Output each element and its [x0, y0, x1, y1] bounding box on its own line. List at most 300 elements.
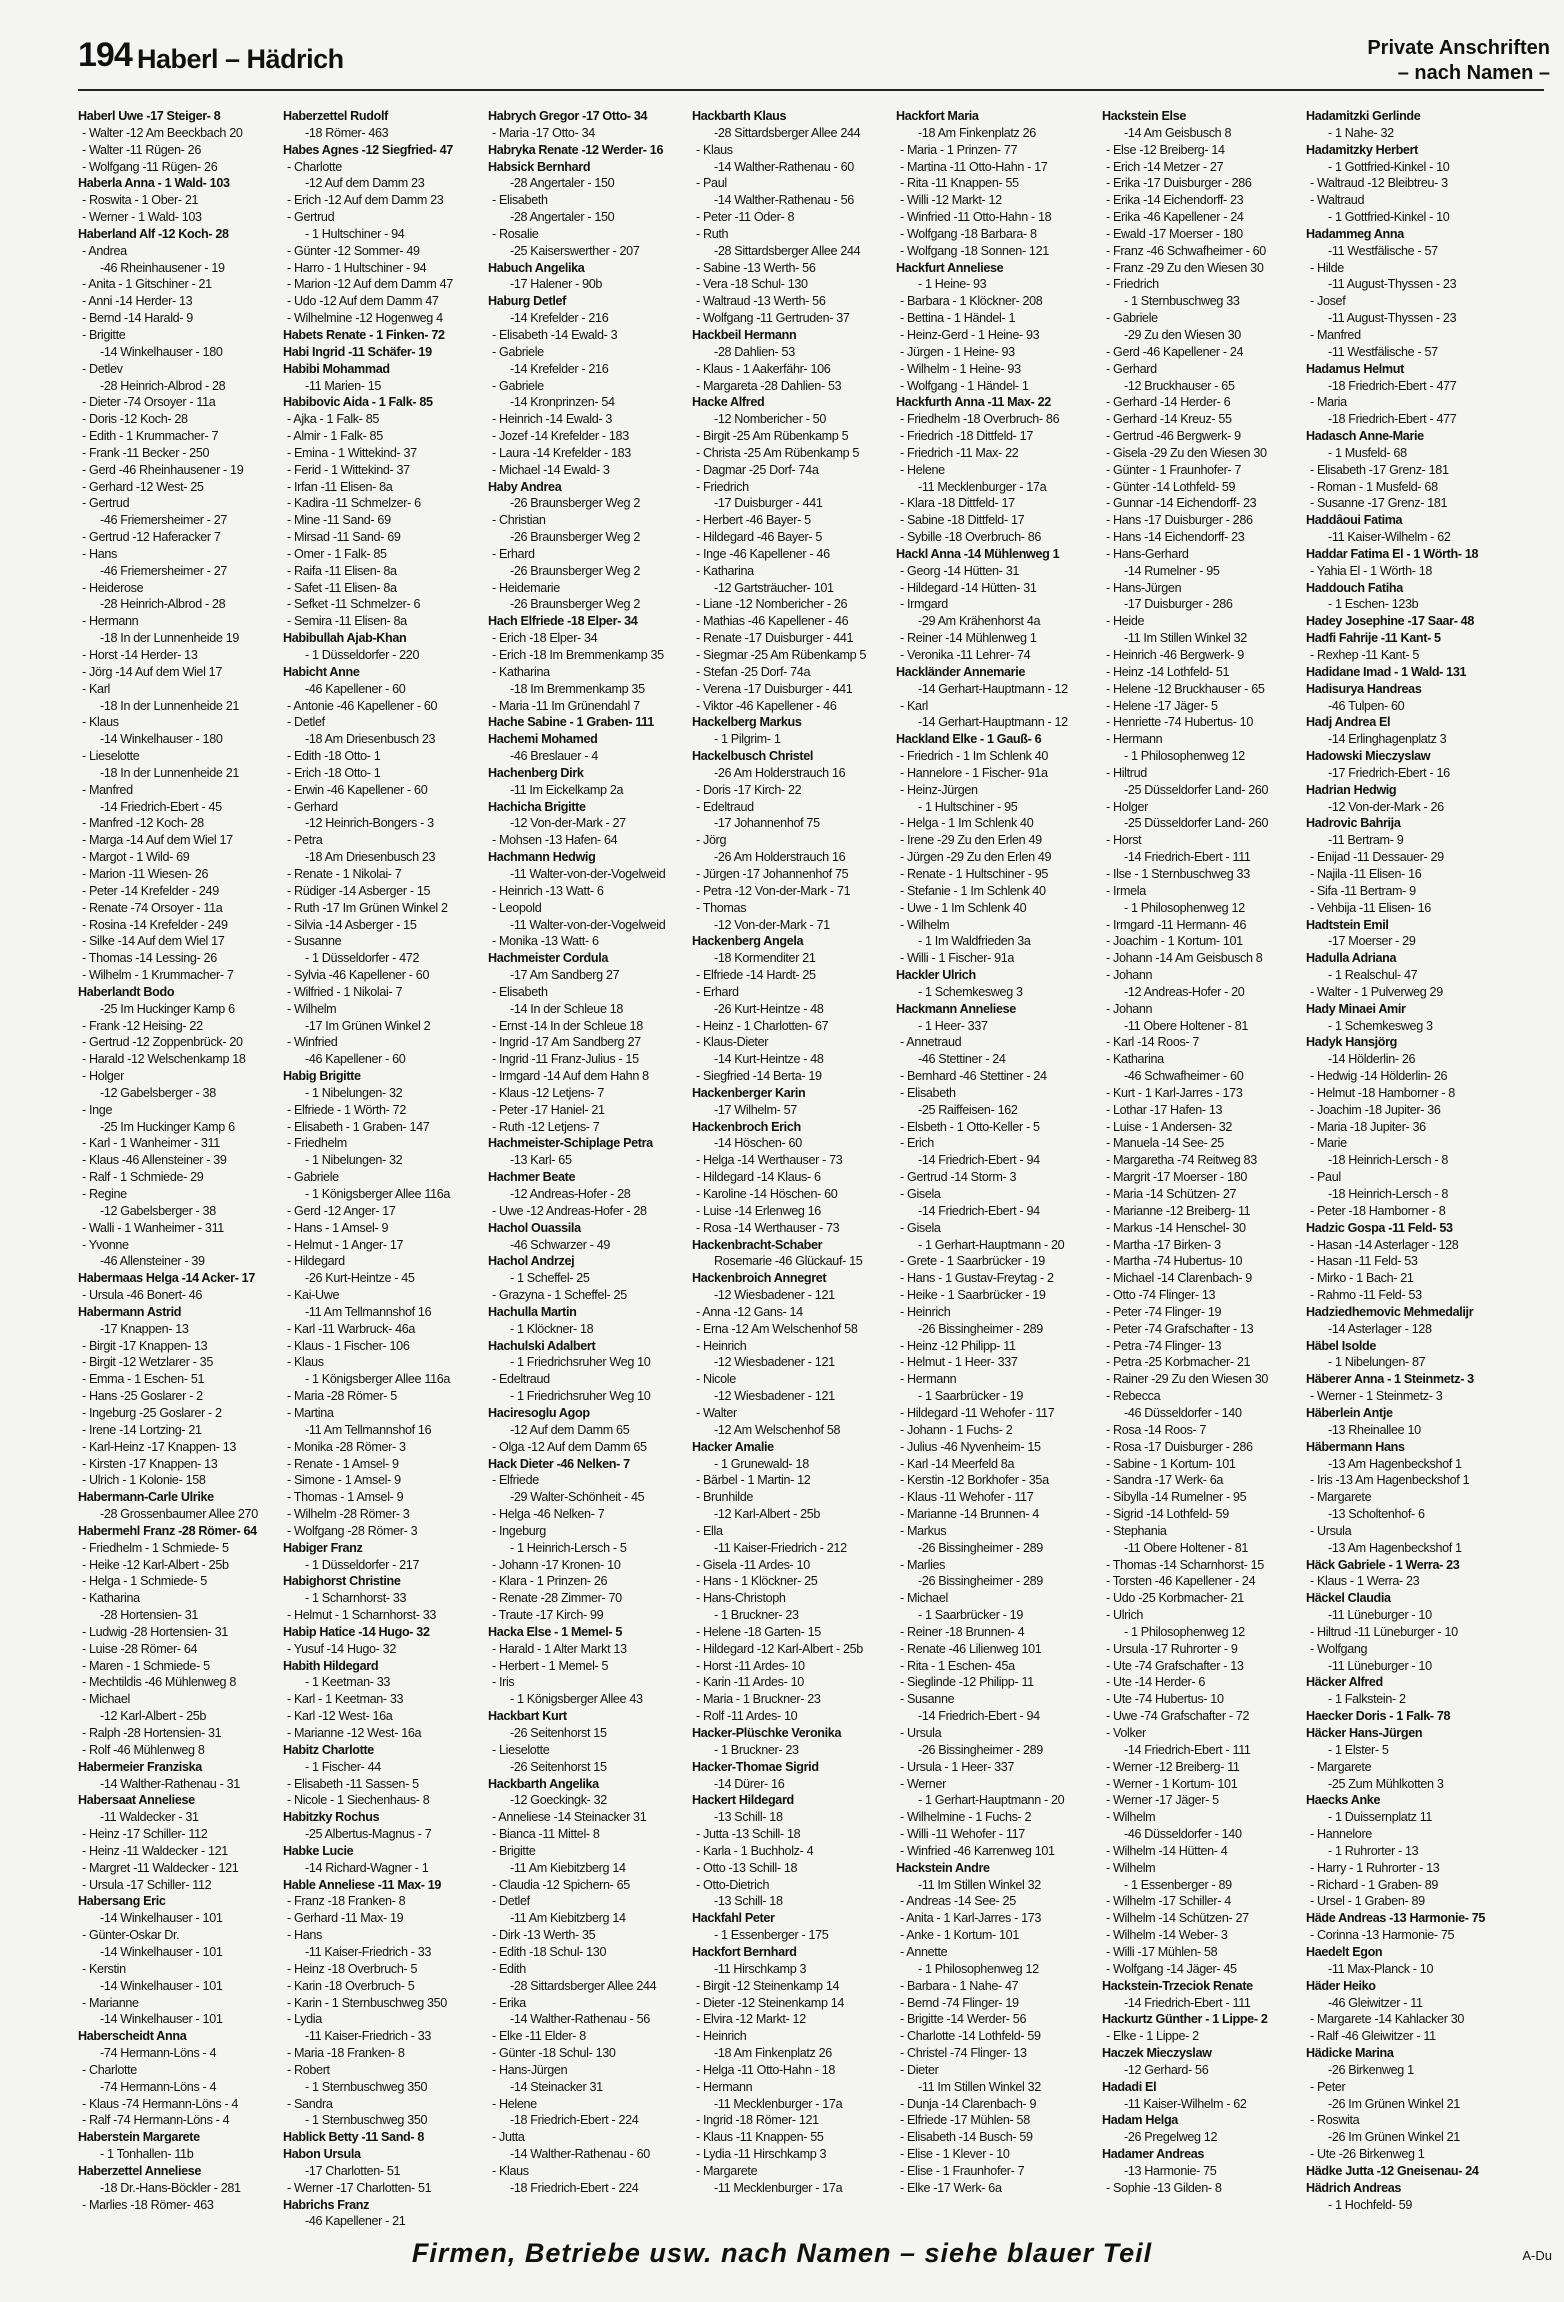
listing-entry-line: - Heinz -11 Waldecker - 121	[82, 1843, 228, 1858]
listing-entry-line: -28 Hortensien- 31	[100, 1608, 199, 1623]
listing-entry-line: - Hedwig -14 Hölderlin- 26	[1310, 1069, 1448, 1084]
listing-entry-line: - Corinna -13 Harmonie- 75	[1310, 1928, 1455, 1943]
listing-entry-line: -14 Asterlager - 128	[1328, 1321, 1432, 1336]
listing-entry-line: -26 Seitenhorst 15	[510, 1726, 607, 1740]
listing-entry-line: - Erich -18 Elper- 34	[492, 631, 598, 646]
listing-entry-line: - Joachim - 1 Kortum- 101	[1106, 934, 1243, 949]
listing-entry-line: -13 Rheinallee 10	[1328, 1422, 1421, 1437]
listing-entry-line: - Christian	[492, 513, 546, 528]
listing-entry-line: -11 Obere Holtener - 81	[1124, 1018, 1249, 1033]
listing-entry-line: - Viktor -46 Kapellener - 46	[696, 698, 837, 713]
listing-entry-line: - Wilhelm	[287, 1001, 337, 1016]
listing-entry-line: - Rosa -14 Roos- 7	[1106, 1422, 1207, 1437]
listing-entry-line: - Christel -74 Flinger- 13	[900, 2046, 1027, 2061]
listing-entry-line: - Friedrich	[696, 479, 749, 494]
listing-entry-line: - 1 Düsseldorfer - 472	[305, 951, 420, 966]
listing-entry-line: - 1 Philosophenweg 12	[1124, 1624, 1245, 1639]
listing-entry-line: - Leopold	[492, 900, 542, 915]
listing-entry-line: - Marlies -18 Römer- 463	[82, 2197, 214, 2212]
listing-entry-line: - Brigitte	[492, 1843, 536, 1858]
listing-entry-line: - Erna -12 Am Welschenhof 58	[696, 1321, 858, 1336]
listing-entry-line: -17 Charlotten- 51	[305, 2163, 401, 2178]
listing-entry-line: - Kai-Uwe	[287, 1288, 340, 1303]
listing-entry-line: - Omer - 1 Falk- 85	[287, 546, 387, 561]
listing-entry-surname: Hable Anneliese -11 Max- 19	[283, 1877, 442, 1892]
listing-entry-line: -18 Am Finkenplatz 26	[918, 125, 1036, 140]
listing-entry-line: -11 Walter-von-der-Vogelweid	[510, 866, 666, 881]
page-footer	[0, 2236, 1564, 2276]
listing-entry-line: - Karl - 1 Wanheimer - 311	[82, 1136, 220, 1151]
listing-entry-line: - 1 Königsberger Allee 116a	[305, 1187, 451, 1201]
listing-entry-line: - Elisabeth - 1 Graben- 147	[287, 1119, 430, 1134]
listing-entry-line: -46 Kapellener - 21	[305, 2214, 406, 2228]
listing-entry-line: - Elise - 1 Klever - 10	[900, 2147, 1010, 2162]
listing-entry-line: - Anita - 1 Gitschiner - 21	[82, 277, 212, 292]
listing-entry-line: - Rosalie	[492, 226, 539, 241]
listing-entry-line: -18 Am Driesenbusch 23	[305, 850, 436, 865]
listing-entry-line: - Annette	[900, 1944, 948, 1959]
listing-entry-line: -12 Karl-Albert - 25b	[100, 1709, 207, 1724]
listing-entry-line: - Karoline -14 Höschen- 60	[696, 1187, 838, 1201]
listing-entry-surname: Habermann-Carle Ulrike	[78, 1490, 214, 1505]
listing-entry-line: - Joachim -18 Jupiter- 36	[1310, 1102, 1441, 1117]
listing-entry-line: - Gunnar -14 Eichendorff- 23	[1106, 496, 1257, 511]
listing-entry-line: - Uwe -12 Andreas-Hofer - 28	[492, 1203, 647, 1218]
listing-entry-line: - Harry - 1 Ruhrorter - 13	[1310, 1860, 1440, 1875]
listing-entry-line: -11 August-Thyssen - 23	[1328, 311, 1457, 326]
listing-entry-line: - Reiner -18 Brunnen- 4	[900, 1624, 1025, 1639]
listing-entry-line: -26 Braunsberger Weg 2	[510, 496, 640, 511]
listing-entry-surname: Hadidane Imad - 1 Wald- 131	[1306, 664, 1467, 679]
listing-entry-line: - Elsbeth - 1 Otto-Keller - 5	[900, 1119, 1040, 1134]
listing-entry-line: -14 Richard-Wagner - 1	[305, 1860, 429, 1875]
listing-entry-surname: Häberlein Antje	[1306, 1405, 1393, 1420]
listing-entry-line: -14 Am Geisbusch 8	[1124, 125, 1232, 140]
listing-entry-line: - Hermann	[696, 2079, 753, 2094]
listing-entry-line: - Ursula -17 Ruhrorter - 9	[1106, 1641, 1238, 1656]
listing-entry-line: - Mirsad -11 Sand- 69	[287, 530, 401, 545]
listing-entry-line: -14 In der Schleue 18	[510, 1001, 624, 1016]
listing-entry-line: - 1 Musfeld- 68	[1328, 445, 1407, 460]
listing-entry-line: - Doris -17 Kirch- 22	[696, 782, 802, 797]
listing-entry-surname: Habes Agnes -12 Siegfried- 47	[283, 142, 453, 157]
listing-entry-line: - Heidemarie	[492, 580, 560, 595]
listing-entry-line: - 1 Heer- 337	[918, 1018, 988, 1033]
listing-entry-line: -26 Kurt-Heintze - 48	[714, 1001, 824, 1016]
listing-entry-line: -28 Dahlien- 53	[714, 344, 795, 359]
listing-entry-line: - Uwe - 1 Im Schlenk 40	[900, 900, 1027, 915]
listing-entry-line: - Hans-Gerhard	[1106, 546, 1189, 561]
listing-entry-line: - Erich	[900, 1136, 934, 1151]
listing-entry-line: - Kadira -11 Schmelzer- 6	[287, 496, 421, 511]
listing-entry-line: - Hildegard -11 Wehofer - 117	[900, 1405, 1055, 1420]
listing-entry-surname: Habke Lucie	[283, 1843, 354, 1858]
listing-entry-line: - 1 Pilgrim- 1	[714, 732, 781, 747]
listing-entry-line: - Traute -17 Kirch- 99	[492, 1608, 604, 1623]
listing-entry-line: -17 Im Grünen Winkel 2	[305, 1018, 431, 1033]
listing-entry-line: - Hildegard -46 Bayer- 5	[696, 530, 822, 545]
listing-entry-line: - Mohsen -13 Hafen- 64	[492, 833, 618, 848]
listing-entry-line: - Hildegard -14 Hütten- 31	[900, 580, 1037, 595]
listing-entry-line: - Stefan -25 Dorf- 74a	[696, 664, 811, 679]
listing-entry-line: - Sabine -18 Dittfeld- 17	[900, 513, 1025, 528]
listing-entry-line: - Karl	[82, 681, 110, 696]
listing-entry-line: - Otto -13 Schill- 18	[696, 1860, 798, 1875]
listing-entry-surname: Haczek Mieczyslaw	[1102, 2046, 1212, 2061]
listing-entry-line: -12 Wiesbadener - 121	[714, 1389, 835, 1404]
listing-entry-line: - Klaus -12 Letjens- 7	[492, 1085, 605, 1100]
listing-entry-surname: Hadadi El	[1102, 2079, 1157, 2094]
listing-entry-line: - 1 Scharnhorst- 33	[305, 1591, 407, 1606]
listing-entry-line: - Ursula -17 Schiller- 112	[82, 1877, 212, 1892]
listing-entry-line: - Elke -11 Elder- 8	[492, 2029, 586, 2044]
listing-entry-line: - Ursula	[1310, 1523, 1352, 1538]
listing-entry-line: - Susanne	[287, 934, 342, 949]
listing-entry-line: -12 Auf dem Damm 23	[305, 176, 425, 191]
listing-entry-line: - Werner - 1 Kortum- 101	[1106, 1776, 1238, 1791]
listing-entry-line: - Helga -11 Otto-Hahn - 18	[696, 2062, 836, 2077]
listing-entry-line: -12 Von-der-Mark - 71	[714, 917, 830, 932]
listing-entry-line: -11 Marien- 15	[305, 378, 382, 393]
listing-entry-line: - Else -12 Breiberg- 14	[1106, 142, 1225, 157]
listing-entry-line: - Veronika -11 Lehrer- 74	[900, 648, 1031, 662]
listing-entry-line: -29 Zu den Wiesen 30	[1124, 327, 1241, 342]
listing-entry-line: - Helene -18 Garten- 15	[696, 1624, 821, 1639]
listing-entry-surname: Haddouch Fatiha	[1306, 580, 1403, 595]
listing-entry-surname: Hackenbroch Erich	[692, 1119, 801, 1134]
listing-entry-line: -14 Erlinghagenplatz 3	[1328, 732, 1447, 747]
listing-entry-line: - Margaretha -74 Reitweg 83	[1106, 1153, 1257, 1168]
listing-entry-line: -29 Walter-Schönheit - 45	[510, 1490, 645, 1505]
listing-entry-line: - Anna -12 Gans- 14	[696, 1304, 803, 1319]
listing-entry-surname: Hachmeister Cordula	[488, 951, 609, 966]
listing-entry-line: -28 Grossenbaumer Allee 270	[100, 1507, 258, 1522]
listing-entry-line: - Mechtildis -46 Mühlenweg 8	[82, 1675, 236, 1690]
listing-entry-line: -11 Westfälische - 57	[1328, 344, 1438, 359]
listing-entry-line: -17 Duisburger - 286	[1124, 597, 1233, 612]
listing-entry-line: - Walter	[696, 1405, 737, 1420]
listing-entry-line: - Wilhelm -14 Weber- 3	[1106, 1928, 1228, 1943]
listing-entry-line: - Heinz -12 Philipp- 11	[900, 1338, 1016, 1353]
listing-entry-line: - Markus	[900, 1523, 947, 1538]
listing-entry-line: - Wolfgang -11 Gertruden- 37	[696, 311, 850, 326]
listing-entry-line: - Peter -11 Oder- 8	[696, 210, 795, 225]
listing-entry-line: - Henriette -74 Hubertus- 10	[1106, 715, 1253, 730]
section-heading-line-2: – nach Namen –	[1397, 62, 1550, 84]
listing-entry-line: - Gabriele	[492, 378, 544, 393]
listing-entry-surname: Hackfahl Peter	[692, 1911, 775, 1926]
listing-entry-line: - Ute -74 Grafschafter - 13	[1106, 1658, 1244, 1673]
listing-entry-surname: Hackstein Andre	[896, 1860, 990, 1875]
listing-entry-line: - Ernst -14 In der Schleue 18	[492, 1018, 643, 1033]
listing-entry-surname: Häbel Isolde	[1306, 1338, 1376, 1353]
listing-entry-line: -12 Am Welschenhof 58	[714, 1422, 841, 1437]
listing-entry-line: - Friedhelm	[287, 1136, 347, 1151]
listing-entry-line: - 1 Saarbrücker - 19	[918, 1608, 1023, 1623]
listing-entry-line: - Lothar -17 Hafen- 13	[1106, 1102, 1223, 1117]
listing-column	[896, 108, 1100, 2228]
listing-entry-line: - 1 Sternbuschweg 350	[305, 2113, 428, 2128]
listing-entry-line: - Sieglinde -12 Philipp- 11	[900, 1675, 1034, 1690]
listing-entry-line: - Irmgard -11 Hermann- 46	[1106, 917, 1247, 932]
listing-entry-surname: Hackmann Anneliese	[896, 1001, 1016, 1016]
listing-entry-line: - Hermann	[1106, 732, 1163, 747]
listing-entry-line: -26 Bissingheimer - 289	[918, 1742, 1043, 1757]
listing-entry-line: -18 Friedrich-Ebert - 224	[510, 2113, 639, 2128]
listing-entry-surname: Hackbart Kurt	[488, 1709, 567, 1724]
listing-entry-line: - 1 Gottfried-Kinkel - 10	[1328, 210, 1450, 225]
listing-entry-line: - Torsten -46 Kapellener - 24	[1106, 1574, 1256, 1589]
listing-entry-line: -13 Schill- 18	[714, 1894, 783, 1909]
listing-entry-line: - Wolfgang -18 Sonnen- 121	[900, 243, 1049, 258]
listing-entry-line: - Ingrid -17 Am Sandberg 27	[492, 1035, 641, 1050]
listing-entry-line: -17 Duisburger - 441	[714, 496, 823, 511]
listing-entry-line: - Peter	[1310, 2079, 1346, 2094]
listing-entry-line: - Manuela -14 See- 25	[1106, 1136, 1224, 1151]
listing-entry-line: - Friedhelm - 1 Schmiede- 5	[82, 1540, 229, 1555]
listing-entry-line: -18 Dr.-Hans-Böckler - 281	[100, 2180, 241, 2195]
listing-entry-line: -25 Düsseldorfer Land- 260	[1124, 816, 1269, 831]
listing-entry-line: -14 Gerhart-Hauptmann - 12	[918, 715, 1068, 730]
listing-entry-line: -46 Kapellener - 60	[305, 681, 406, 696]
listing-entry-line: - Katharina	[492, 664, 550, 679]
listing-entry-line: - Günter-Oskar Dr.	[82, 1928, 180, 1943]
listing-entry-line: - Hermann	[900, 1372, 957, 1387]
listing-entry-line: - Ajka - 1 Falk- 85	[287, 412, 380, 427]
listing-entry-line: -14 Walther-Rathenau - 56	[714, 193, 854, 208]
listing-entry-line: - Bärbel - 1 Martin- 12	[696, 1473, 811, 1488]
listing-entry-line: - Olga -12 Auf dem Damm 65	[492, 1439, 647, 1454]
listing-entry-line: -11 Im Stillen Winkel 32	[1124, 631, 1247, 646]
directory-listing	[78, 108, 1564, 2228]
listing-entry-line: -28 Angertaler - 150	[510, 210, 615, 225]
listing-entry-line: - Lydia -11 Hirschkamp 3	[696, 2147, 827, 2162]
listing-entry-line: -26 Am Holderstrauch 16	[714, 850, 846, 865]
listing-entry-surname: Habermann Astrid	[78, 1304, 182, 1319]
listing-entry-line: - Gisela	[900, 1220, 941, 1235]
listing-entry-line: - 1 Im Waldfrieden 3a	[918, 934, 1031, 949]
listing-entry-line: - 1 Philosophenweg 12	[918, 1961, 1039, 1976]
listing-entry-surname: Habibi Mohammad	[283, 361, 390, 376]
listing-entry-surname: Häcker Hans-Jürgen	[1306, 1726, 1423, 1740]
listing-entry-line: - Maria -14 Schützen- 27	[1106, 1187, 1237, 1201]
listing-entry-line: - Karl -14 Roos- 7	[1106, 1035, 1200, 1050]
listing-entry-line: - Ulrich - 1 Kolonie- 158	[82, 1473, 206, 1488]
listing-entry-line: -17 Knappen- 13	[100, 1321, 189, 1336]
listing-entry-line: - Wilfried - 1 Nikolai- 7	[287, 984, 403, 999]
listing-entry-line: - Ingeburg	[492, 1523, 546, 1538]
listing-entry-surname: Hackenberg Angela	[692, 934, 804, 949]
listing-entry-line: - Johann -17 Kronen- 10	[492, 1557, 621, 1572]
listing-entry-line: - Erich -18 Im Bremmenkamp 35	[492, 648, 664, 662]
listing-entry-surname: Hadfi Fahrije -11 Kant- 5	[1306, 631, 1441, 646]
listing-entry-line: - Elisabeth -17 Grenz- 181	[1310, 462, 1449, 477]
listing-entry-surname: Hackelbusch Christel	[692, 749, 814, 764]
listing-entry-line: - Hans-Jürgen	[1106, 580, 1182, 595]
listing-entry-surname: Hackler Ulrich	[896, 968, 976, 983]
listing-entry-line: - Helmut -18 Hamborner - 8	[1310, 1085, 1455, 1100]
listing-entry-line: -13 Am Hagenbeckshof 1	[1328, 1456, 1462, 1471]
listing-entry-surname: Häcker Alfred	[1306, 1675, 1383, 1690]
listing-entry-line: - Heide	[1106, 614, 1145, 629]
listing-entry-line: - Ferid - 1 Wittekind- 37	[287, 462, 410, 477]
listing-entry-line: -46 Allensteiner - 39	[100, 1254, 205, 1269]
listing-entry-line: - Wilhelmine -12 Hogenweg 4	[287, 311, 443, 326]
listing-entry-line: -11 Am Kiebitzberg 14	[510, 1860, 626, 1875]
listing-entry-line: - Wolfgang -18 Barbara- 8	[900, 226, 1037, 241]
listing-entry-line: - Paul	[1310, 1170, 1341, 1185]
listing-entry-line: - Ingrid -18 Römer- 121	[696, 2113, 819, 2128]
listing-entry-surname: Habrichs Franz	[283, 2197, 370, 2212]
listing-entry-line: - Sylvia -46 Kapellener - 60	[287, 968, 430, 983]
listing-entry-line: - Klara - 1 Prinzen- 26	[492, 1574, 608, 1589]
listing-entry-line: - Helga -14 Werthauser - 73	[696, 1153, 843, 1168]
listing-entry-line: - Wilhelm	[900, 917, 950, 932]
listing-entry-line: - Martina -11 Otto-Hahn - 17	[900, 159, 1048, 174]
listing-entry-line: -11 Waldecker - 31	[100, 1810, 199, 1825]
listing-entry-line: - Wilhelm - 1 Heine- 93	[900, 361, 1021, 376]
listing-entry-line: - Karl	[900, 698, 928, 713]
listing-entry-line: -14 Winkelhauser - 101	[100, 1944, 223, 1959]
listing-entry-line: - Yusuf -14 Hugo- 32	[287, 1641, 396, 1656]
listing-entry-line: - Lydia	[287, 2012, 322, 2027]
listing-entry-line: - Ute -74 Hubertus- 10	[1106, 1692, 1224, 1707]
listing-entry-line: - Holger	[82, 1069, 124, 1084]
listing-entry-line: - Ruth -17 Im Grünen Winkel 2	[287, 900, 448, 915]
listing-entry-line: - Jürgen -29 Zu den Erlen 49	[900, 850, 1052, 865]
listing-entry-line: - Margareta -28 Dahlien- 53	[696, 378, 842, 393]
listing-entry-line: - Irfan -11 Elisen- 8a	[287, 479, 393, 494]
listing-entry-line: - Irmgard	[900, 597, 948, 612]
listing-entry-line: - Birgit -12 Wetzlarer - 35	[82, 1355, 213, 1370]
listing-entry-line: - Petra -25 Korbmacher- 21	[1106, 1355, 1251, 1370]
listing-entry-surname: Haberland Alf -12 Koch- 28	[78, 226, 229, 241]
listing-entry-line: - 1 Nibelungen- 32	[305, 1153, 403, 1168]
listing-entry-line: - Jörg -14 Auf dem Wiel 17	[82, 664, 222, 679]
listing-entry-line: - Frank -12 Heising- 22	[82, 1018, 203, 1033]
listing-entry-surname: Hadey Josephine -17 Saar- 48	[1306, 614, 1474, 629]
listing-column	[283, 108, 487, 2228]
listing-entry-line: - Ute -14 Herder- 6	[1106, 1675, 1206, 1690]
listing-entry-line: -11 Lüneburger - 10	[1328, 1658, 1432, 1673]
listing-entry-line: - Martha -17 Birken- 3	[1106, 1237, 1221, 1252]
listing-entry-line: - Walter -12 Am Beeckbach 20	[82, 125, 243, 140]
listing-entry-line: - 1 Gerhart-Hauptmann - 20	[918, 1237, 1065, 1252]
listing-entry-line: - Maria - 1 Bruckner- 23	[696, 1692, 821, 1707]
listing-entry-line: -25 Raiffeisen- 162	[918, 1102, 1018, 1117]
listing-entry-line: - Hans -14 Eichendorff- 23	[1106, 530, 1245, 545]
listing-entry-surname: Hackfort Maria	[896, 109, 979, 123]
listing-entry-line: - Holger	[1106, 799, 1148, 814]
listing-entry-line: - Hildegard	[287, 1254, 345, 1269]
listing-entry-line: -14 Gerhart-Hauptmann - 12	[918, 681, 1068, 696]
listing-entry-line: - Gerd -12 Anger- 17	[287, 1203, 396, 1218]
listing-entry-line: - Gertrud -12 Haferacker 7	[82, 530, 221, 545]
listing-entry-line: - Franz -29 Zu den Wiesen 30	[1106, 260, 1264, 275]
listing-entry-line: -14 Friedrich-Ebert - 111	[1124, 850, 1251, 865]
listing-entry-line: - Edith	[492, 1961, 526, 1976]
page-number: 194	[78, 36, 132, 74]
listing-entry-line: -17 Wilhelm- 57	[714, 1102, 797, 1117]
listing-entry-line: - Irene -29 Zu den Erlen 49	[900, 833, 1042, 848]
listing-entry-line: - Heinz -17 Schiller- 112	[82, 1827, 208, 1842]
listing-entry-line: - Hasan -11 Feld- 53	[1310, 1254, 1418, 1269]
listing-entry-line: -11 Kaiser-Wilhelm - 62	[1124, 2096, 1247, 2111]
listing-entry-line: - Rosa -14 Werthauser - 73	[696, 1220, 840, 1235]
listing-entry-line: - Rolf -46 Mühlenweg 8	[82, 1742, 205, 1757]
listing-entry-line: - Lieselotte	[82, 749, 140, 764]
listing-entry-line: - Heinz - 1 Charlotten- 67	[696, 1018, 829, 1033]
listing-entry-line: - Rita - 1 Eschen- 45a	[900, 1658, 1015, 1673]
listing-entry-line: - Walli - 1 Wanheimer - 311	[82, 1220, 224, 1235]
listing-entry-line: -46 Breslauer - 4	[510, 749, 598, 764]
listing-entry-line: - Hildegard -14 Klaus- 6	[696, 1170, 821, 1185]
listing-entry-line: -11 August-Thyssen - 23	[1328, 277, 1457, 292]
listing-entry-line: - Katharina	[1106, 1052, 1164, 1067]
listing-entry-line: -12 Von-der-Mark - 26	[1328, 799, 1444, 814]
listing-entry-line: - 1 Scheffel- 25	[510, 1271, 590, 1286]
listing-entry-surname: Hadj Andrea El	[1306, 715, 1391, 730]
listing-entry-line: - Richard - 1 Graben- 89	[1310, 1877, 1439, 1892]
listing-entry-line: - Georg -14 Hütten- 31	[900, 563, 1020, 578]
listing-entry-line: - Irene -14 Lortzing- 21	[82, 1422, 202, 1437]
listing-entry-line: - Renate -46 Lilienweg 101	[900, 1641, 1042, 1656]
listing-entry-line: - Detlev	[82, 361, 123, 376]
listing-entry-line: - Ludwig -28 Hortensien- 31	[82, 1624, 228, 1639]
listing-entry-line: - Jörg	[696, 833, 727, 848]
listing-entry-line: -14 Friedrich-Ebert - 94	[918, 1709, 1040, 1724]
listing-entry-line: - Helmut - 1 Scharnhorst- 33	[287, 1608, 437, 1623]
listing-entry-line: -28 Heinrich-Albrod - 28	[100, 597, 226, 612]
listing-entry-line: - Klaus - 1 Fischer- 106	[287, 1338, 410, 1353]
listing-entry-line: - Thomas -14 Lessing- 26	[82, 951, 217, 966]
listing-entry-line: - 1 Duissernplatz 11	[1328, 1810, 1433, 1825]
listing-entry-line: - Wolfgang	[1310, 1641, 1368, 1656]
listing-entry-line: - Günter - 1 Fraunhofer- 7	[1106, 462, 1242, 477]
listing-entry-line: - Gerhard -14 Kreuz- 55	[1106, 412, 1232, 427]
section-heading-line-1: Private Anschriften	[1367, 37, 1550, 59]
listing-entry-line: - Karl -12 West- 16a	[287, 1709, 393, 1724]
listing-entry-line: - Bernhard -46 Stettiner - 24	[900, 1069, 1047, 1084]
listing-entry-line: -26 Kurt-Heintze - 45	[305, 1271, 415, 1286]
listing-entry-surname: Hadziedhemovic Mehmedalijr	[1306, 1304, 1474, 1319]
listing-entry-line: -13 Am Hagenbeckshof 1	[1328, 1540, 1462, 1555]
listing-entry-line: -11 Bertram- 9	[1328, 833, 1404, 848]
listing-entry-line: - Karl-Heinz -17 Knappen- 13	[82, 1439, 237, 1454]
listing-entry-line: - 1 Hultschiner - 95	[918, 799, 1018, 814]
listing-entry-surname: Hädrich Andreas	[1306, 2180, 1402, 2195]
listing-entry-line: - Luise -28 Römer- 64	[82, 1641, 198, 1656]
listing-entry-surname: Hadisurya Handreas	[1306, 681, 1422, 696]
listing-entry-line: - Raifa -11 Elisen- 8a	[287, 563, 397, 578]
listing-entry-line: - Marianne -12 West- 16a	[287, 1726, 422, 1740]
listing-entry-line: - Gerhard -11 Max- 19	[287, 1911, 404, 1926]
listing-entry-line: - Werner -17 Jäger- 5	[1106, 1793, 1219, 1808]
listing-entry-surname: Habon Ursula	[283, 2147, 361, 2162]
listing-entry-line: - Heiderose	[82, 580, 144, 595]
listing-entry-line: - Gabriele	[287, 1170, 339, 1185]
listing-entry-line: -11 Kaiser-Friedrich - 212	[714, 1540, 847, 1555]
listing-entry-line: - Horst -11 Ardes- 10	[696, 1658, 805, 1673]
listing-entry-line: -14 Winkelhauser - 180	[100, 344, 223, 359]
listing-entry-line: - Heike - 1 Saarbrücker - 19	[900, 1288, 1046, 1303]
listing-entry-line: -26 Braunsberger Weg 2	[510, 563, 640, 578]
listing-entry-line: -12 Gartsträucher- 101	[714, 580, 834, 595]
listing-entry-surname: Haddâoui Fatima	[1306, 513, 1403, 528]
listing-entry-line: - Ilse - 1 Sternbuschweg 33	[1106, 866, 1250, 881]
listing-column	[1306, 108, 1546, 2228]
listing-entry-surname: Habip Hatice -14 Hugo- 32	[283, 1624, 430, 1639]
